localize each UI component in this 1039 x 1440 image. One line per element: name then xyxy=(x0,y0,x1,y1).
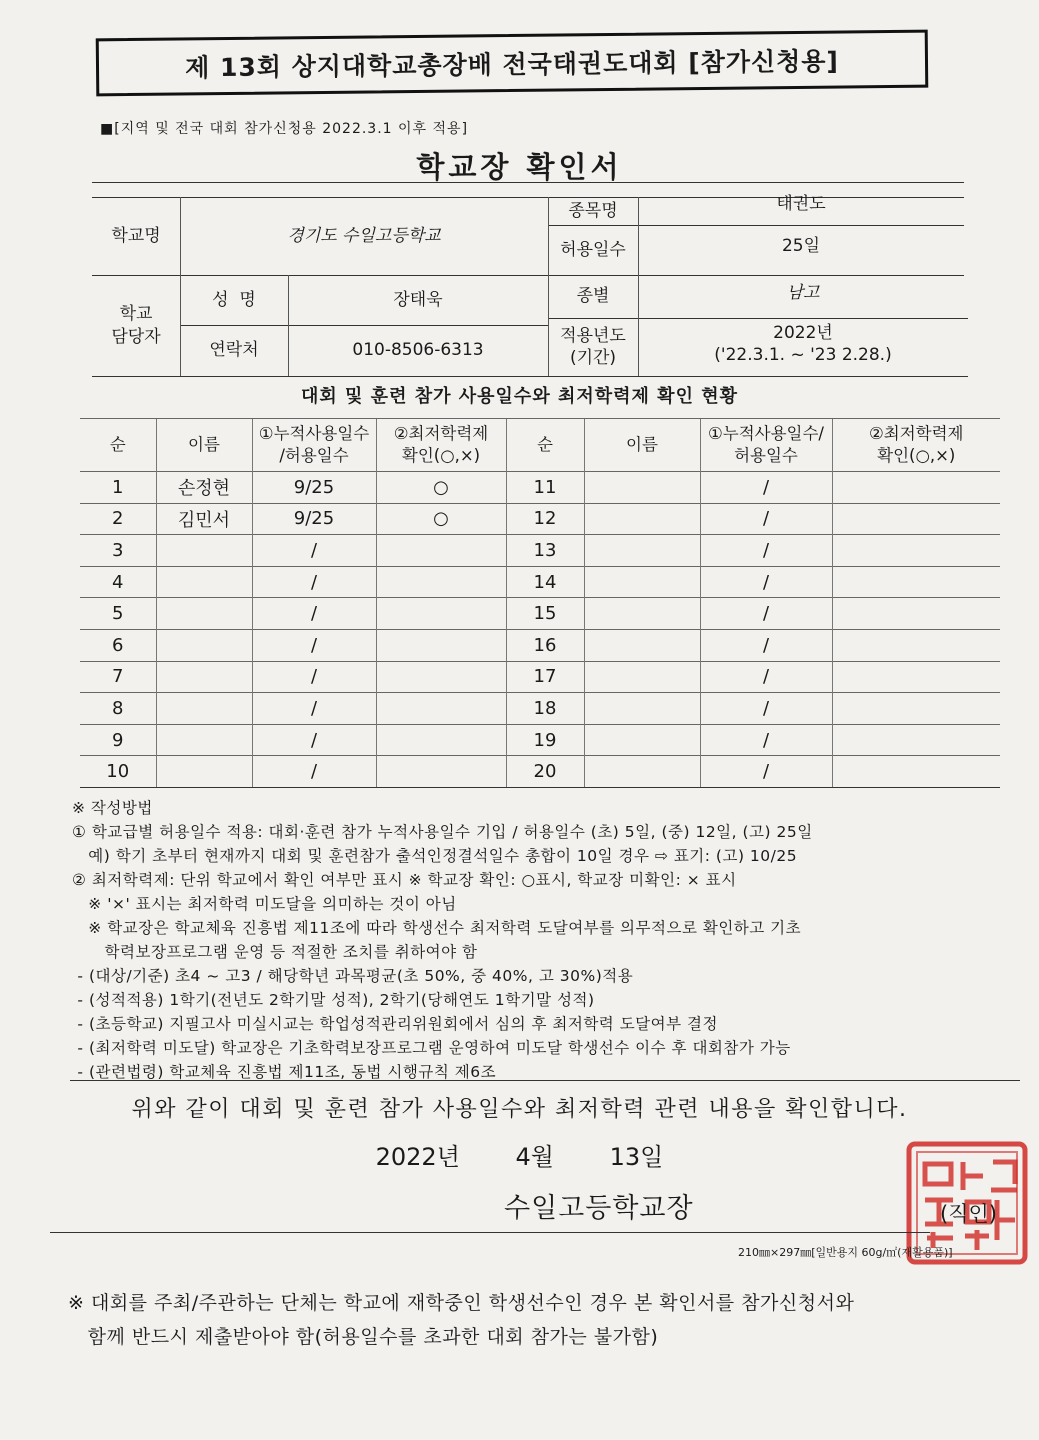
column-header: 이름 xyxy=(584,419,700,472)
table-cell: / xyxy=(252,535,376,567)
table-cell xyxy=(376,693,506,725)
phone-label: 연락처 xyxy=(209,340,259,361)
note-line: ② 최저학력제: 단위 학교에서 확인 여부만 표시 ※ 학교장 확인: ○표시, 학교장 미확인: × 표시 xyxy=(72,871,737,889)
name-label: 성 명 xyxy=(212,289,256,310)
table-cell: 8 xyxy=(80,693,156,725)
table-cell xyxy=(584,661,700,693)
table-cell xyxy=(832,756,1000,788)
table-cell: ○ xyxy=(376,503,506,535)
table-cell: / xyxy=(252,598,376,630)
date-month: 4월 xyxy=(515,1143,554,1171)
divider xyxy=(70,1080,1020,1081)
table-cell xyxy=(376,756,506,788)
column-header: ①누적사용일수 /허용일수 xyxy=(252,419,376,472)
column-header: ①누적사용일수/ 허용일수 xyxy=(700,419,832,472)
table-row xyxy=(80,693,1000,725)
table-cell xyxy=(376,566,506,598)
table-cell: 13 xyxy=(506,535,584,567)
table-cell: 18 xyxy=(506,693,584,725)
table-cell: / xyxy=(700,693,832,725)
school-name-value: 경기도 수일고등학교 xyxy=(287,225,441,246)
table-cell xyxy=(832,503,1000,535)
note-line: 예) 학기 초부터 현재까지 대회 및 훈련참가 출석인정결석일수 총합이 10일 경우 ⇨ 표기: (고) 10/25 xyxy=(72,847,798,865)
table-cell: 손정현 xyxy=(156,472,252,504)
table-cell xyxy=(832,535,1000,567)
table-cell: ○ xyxy=(376,472,506,504)
year-label: 적용년도 (기간) xyxy=(560,325,626,368)
table-cell xyxy=(584,756,700,788)
table-cell: / xyxy=(700,629,832,661)
table-cell xyxy=(584,472,700,504)
note-line: - (성적적용) 1학기(전년도 2학기말 성적), 2학기(당해연도 1학기말 성적) xyxy=(72,991,595,1009)
table-cell: / xyxy=(252,756,376,788)
date-day: 13일 xyxy=(609,1143,664,1171)
gender-value: 남고 xyxy=(786,283,820,304)
table-row xyxy=(80,535,1000,567)
section-title: 대회 및 훈련 참가 사용일수와 최저학력제 확인 현황 xyxy=(300,386,738,407)
table-cell: 9/25 xyxy=(252,503,376,535)
table-cell: / xyxy=(700,661,832,693)
usage-note: ■[지역 및 전국 대회 참가신청용 2022.3.1 이후 적용] xyxy=(100,121,469,137)
footer-note xyxy=(68,1286,1018,1354)
column-header: ②최저학력제 확인(○,×) xyxy=(832,419,1000,472)
table-cell: / xyxy=(700,472,832,504)
table-cell xyxy=(584,535,700,567)
date xyxy=(0,1137,1039,1172)
table-cell xyxy=(584,566,700,598)
table-cell: 14 xyxy=(506,566,584,598)
table-cell: 2 xyxy=(80,503,156,535)
footer-line: 함께 반드시 제출받아야 함(허용일수를 초과한 대회 참가는 불가함) xyxy=(68,1326,659,1348)
column-header: 순 xyxy=(80,419,156,472)
table-cell: / xyxy=(700,535,832,567)
table-cell: / xyxy=(700,756,832,788)
note-line: - (관련법령) 학교체육 진흥법 제11조, 동법 시행규칙 제6조 xyxy=(72,1063,497,1081)
table-cell: 17 xyxy=(506,661,584,693)
table-cell xyxy=(156,629,252,661)
table-cell: 9 xyxy=(80,724,156,756)
table-cell xyxy=(584,629,700,661)
note-line: ※ 작성방법 xyxy=(72,799,153,817)
contact-name-value: 장태욱 xyxy=(393,289,443,310)
sport-value: 태권도 xyxy=(776,193,826,214)
divider xyxy=(92,182,964,183)
table-cell: / xyxy=(252,629,376,661)
table-cell xyxy=(832,724,1000,756)
table-cell xyxy=(156,535,252,567)
note-line: ※ 학교장은 학교체육 진흥법 제11조에 따라 학생선수 최저학력 도달여부를 의무적으로 확인하고 기초 xyxy=(72,919,802,937)
table-cell: 9/25 xyxy=(252,472,376,504)
table-cell: 김민서 xyxy=(156,503,252,535)
table-cell xyxy=(584,693,700,725)
note-line: - (최저학력 미도달) 학교장은 기초학력보장프로그램 운영하여 미도달 학생선수 이수 후 대회참가 가능 xyxy=(72,1039,791,1057)
table-cell xyxy=(156,693,252,725)
date-year: 2022년 xyxy=(375,1143,460,1171)
table-cell xyxy=(832,472,1000,504)
table-cell xyxy=(832,661,1000,693)
table-cell: / xyxy=(700,566,832,598)
gender-label: 종별 xyxy=(576,286,610,307)
note-line: ① 학교급별 허용일수 적용: 대회·훈련 참가 누적사용일수 기입 / 허용일수 (초) 5일, (중) 12일, (고) 25일 xyxy=(72,823,813,841)
table-cell: 12 xyxy=(506,503,584,535)
table-row xyxy=(80,598,1000,630)
divider xyxy=(50,1232,930,1233)
table-cell xyxy=(156,566,252,598)
table-cell xyxy=(584,724,700,756)
footer-line: ※ 대회를 주최/주관하는 단체는 학교에 재학중인 학생선수인 경우 본 확인서를 참가신청서와 xyxy=(68,1292,855,1314)
paper-size-note: 210㎜×297㎜[일반용지 60g/㎡(재활용품)] xyxy=(738,1246,953,1259)
note-line: ※ '×' 표시는 최저학력 미도달을 의미하는 것이 아님 xyxy=(72,895,457,913)
table-cell xyxy=(832,598,1000,630)
table-cell xyxy=(156,724,252,756)
table-row xyxy=(80,472,1000,504)
table-row xyxy=(80,503,1000,535)
table-body xyxy=(80,419,1000,788)
sport-label: 종목명 xyxy=(568,200,618,221)
table-cell xyxy=(832,693,1000,725)
confirmation-statement: 위와 같이 대회 및 훈련 참가 사용일수와 최저학력 관련 내용을 확인합니다. xyxy=(131,1097,908,1122)
table-cell: 3 xyxy=(80,535,156,567)
table-cell: / xyxy=(252,693,376,725)
table-cell xyxy=(584,503,700,535)
column-header: ②최저학력제 확인(○,×) xyxy=(376,419,506,472)
table-cell xyxy=(376,661,506,693)
table-cell xyxy=(376,598,506,630)
table-cell xyxy=(584,598,700,630)
table-cell xyxy=(832,566,1000,598)
table-cell: 19 xyxy=(506,724,584,756)
table-cell: / xyxy=(700,503,832,535)
document-title: 학교장 확인서 xyxy=(416,150,623,184)
table-row xyxy=(80,566,1000,598)
table-row xyxy=(80,661,1000,693)
column-header: 이름 xyxy=(156,419,252,472)
table-cell xyxy=(156,598,252,630)
note-line: - (대상/기준) 초4 ~ 고3 / 해당학년 과목평균(초 50%, 중 40%, 고 30%)적용 xyxy=(72,967,634,985)
school-name-label: 학교명 xyxy=(111,225,161,246)
table-cell: / xyxy=(252,661,376,693)
phone-value: 010-8506-6313 xyxy=(352,340,484,361)
table-cell xyxy=(376,724,506,756)
table-row xyxy=(80,756,1000,788)
table-cell: 20 xyxy=(506,756,584,788)
writing-instructions xyxy=(72,796,1012,1084)
divider xyxy=(92,376,968,377)
table-cell xyxy=(376,629,506,661)
table-cell: 6 xyxy=(80,629,156,661)
note-line: - (초등학교) 지필고사 미실시교는 학업성적관리위원회에서 심의 후 최저학력 도달여부 결정 xyxy=(72,1015,718,1033)
table-cell: 5 xyxy=(80,598,156,630)
allowed-days-label: 허용일수 xyxy=(560,239,626,260)
table-cell: 16 xyxy=(506,629,584,661)
table-cell: / xyxy=(252,724,376,756)
table-cell: / xyxy=(700,598,832,630)
note-line: 학력보장프로그램 운영 등 적절한 조치를 취하여야 함 xyxy=(72,943,478,961)
table-cell: 15 xyxy=(506,598,584,630)
seal-label: (직인) xyxy=(940,1202,997,1226)
table-row xyxy=(80,724,1000,756)
table-header-row xyxy=(80,419,1000,472)
table-cell: / xyxy=(700,724,832,756)
table-cell xyxy=(832,629,1000,661)
participation-table xyxy=(80,418,1000,788)
table-cell: 11 xyxy=(506,472,584,504)
table-cell: 10 xyxy=(80,756,156,788)
table-cell xyxy=(376,535,506,567)
allowed-days-value: 25일 xyxy=(781,235,821,256)
event-title: 제 13회 상지대학교총장배 전국태권도대회 [참가신청용] xyxy=(96,30,929,97)
table-cell: 4 xyxy=(80,566,156,598)
column-header: 순 xyxy=(506,419,584,472)
table-cell xyxy=(156,661,252,693)
table-cell: / xyxy=(252,566,376,598)
table-cell: 1 xyxy=(80,472,156,504)
table-cell xyxy=(156,756,252,788)
contact-person-label: 학교 담당자 xyxy=(111,304,161,347)
year-value: 2022년 ('22.3.1. ~ '23 2.28.) xyxy=(714,322,892,365)
signer: 수일고등학교장 xyxy=(504,1193,694,1224)
table-row xyxy=(80,629,1000,661)
table-cell: 7 xyxy=(80,661,156,693)
